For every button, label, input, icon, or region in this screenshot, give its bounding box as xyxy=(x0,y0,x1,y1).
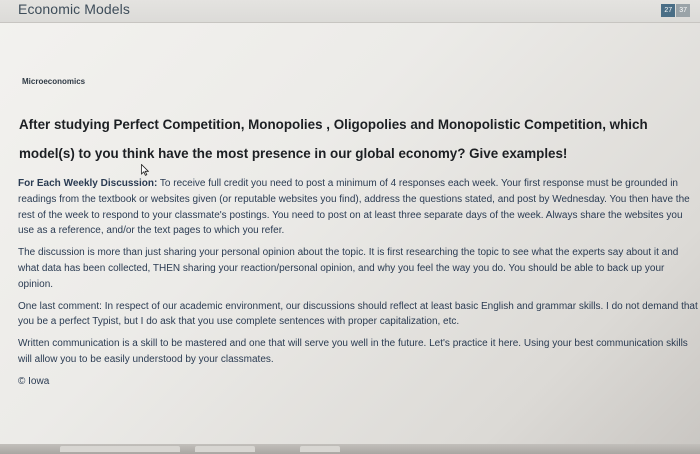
instructions-content xyxy=(18,176,698,390)
research-paragraph: The discussion is more than just sharing your personal opinion about the topic. It is first researching the topic to see what the experts say about it and what data has been collected, THEN sharing your reaction/personal opinion, and why you feel the way you do. You should be able to back up your opinion. xyxy=(18,247,679,290)
page-counter-current: 27 xyxy=(661,4,675,17)
mouse-cursor-icon xyxy=(141,164,149,176)
bottom-tab[interactable] xyxy=(195,446,255,452)
instructions-lead: For Each Weekly Discussion: xyxy=(18,178,158,189)
instructions-paragraph xyxy=(18,176,698,239)
discussion-question: After studying Perfect Competition, Monopolies , Oligopolies and Monopolistic Competition, which model(s) to you think have the most presence in our global economy? Give examples! xyxy=(19,117,648,161)
copyright-notice: © Iowa xyxy=(18,375,50,387)
bottom-tab[interactable] xyxy=(300,446,340,452)
grammar-paragraph: One last comment: In respect of our academic environment, our discussions should reflect at least basic English and grammar skills. I do not demand that you be a perfect Typist, but I do ask that you use complete sentences with proper capitalization, etc. xyxy=(18,300,698,328)
communication-paragraph: Written communication is a skill to be mastered and one that will serve you well in the future. Let's practice it here. Using your best communication skills will allow you to be easily understood by your classmates. xyxy=(18,338,688,365)
section-subheading: Microeconomics xyxy=(22,77,86,86)
instructions-body: To receive full credit you need to post a minimum of 4 responses each week. Your first response must be grounded in readings from the textbook or websites given (or reputable websites you find), address the questions stated, and post by Wednesday. You then have the rest of the week to respond to your classmate's postings. You need to post on at least three separate days of the week. Always share the websites you use as a reference, and/or the text pages to which you refer. xyxy=(18,178,690,237)
bottom-taskbar xyxy=(0,444,700,454)
bottom-tab[interactable] xyxy=(60,446,180,452)
app-title: Economic Models xyxy=(18,1,130,17)
page-counter-total: 37 xyxy=(676,4,690,17)
page-counter[interactable] xyxy=(661,4,690,17)
title-bar xyxy=(0,0,700,23)
